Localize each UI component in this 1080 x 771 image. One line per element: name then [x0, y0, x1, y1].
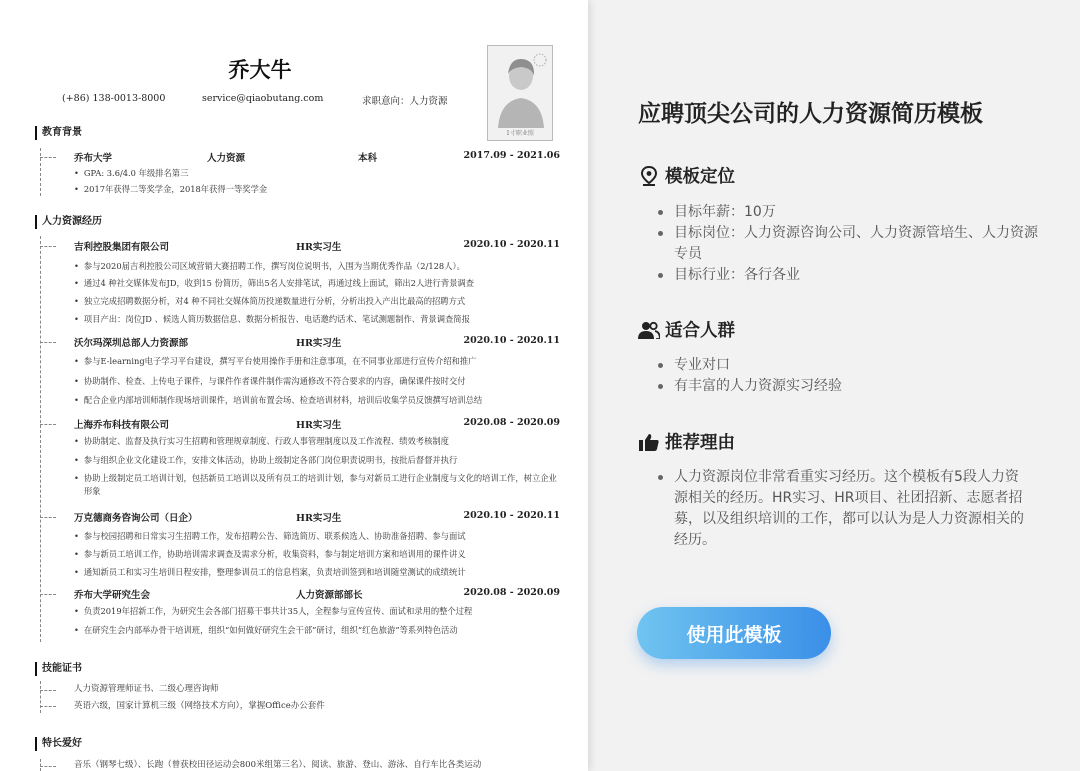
exp-bullet: • 协助制定、监督及执行实习生招聘和管理规章制度、行政人事管理制度以及工作流程、绩效考核制度 — [74, 435, 558, 448]
timeline-line — [40, 148, 41, 196]
exp-bullet: • 参与校园招聘和日常实习生招聘工作，发布招聘公告、筛选简历、联系候选人、协助准备招聘、参与面试 — [74, 530, 558, 543]
skill-line: 人力资源管理师证书、二级心理咨询师 — [74, 684, 219, 694]
person-silhouette-icon — [488, 46, 553, 141]
exp-bullet: • 负责2019年招新工作，为研究生会各部门招募干事共计35人，全程参与宣传宣传、面试和录用的整个过程 — [74, 605, 558, 618]
location-pin-icon — [638, 165, 660, 187]
edu-bullet: • 2017年获得二等奖学金，2018年获得一等奖学金 — [74, 183, 558, 196]
skill-line: 英语六级，国家计算机三级（网络技术方向），掌握Office办公套件 — [74, 701, 325, 711]
exp-entry: 万克德商务咨询公司（日企） HR实习生 2020.10 - 2020.11 — [74, 510, 560, 524]
section-experience: 人力资源经历 — [35, 215, 102, 229]
timeline-tick — [40, 690, 56, 691]
resume-email: service@qiaobutang.com — [202, 93, 324, 104]
exp-bullet: • 通知新员工和实习生培训日程安排，整理参训员工的信息档案，负责培训签到和培训随堂测试的成绩统计 — [74, 566, 558, 579]
template-title: 应聘顶尖公司的人力资源简历模板 — [638, 101, 983, 127]
exp-entry: 上海乔布科技有限公司 HR实习生 2020.08 - 2020.09 — [74, 417, 560, 431]
reason-list — [658, 467, 1030, 551]
timeline-tick — [40, 157, 56, 158]
audience-heading: 适合人群 — [638, 317, 735, 342]
list-item: 人力资源岗位非常看重实习经历。这个模板有5段人力资源相关的经历。HR实习、HR项目、社团招新、志愿者招募，以及组织培训的工作，都可以认为是人力资源相关的经历。 — [658, 467, 1030, 551]
resume-name: 乔大牛 — [228, 57, 292, 82]
exp-bullet: • 通过4 种社交媒体发布JD，收到15 份简历，筛出5名人安排笔试，再通过线上面试，筛出2人进行背景调查 — [74, 277, 558, 290]
exp-bullet: • 项目产出：岗位JD 、候选人简历数据信息、数据分析报告、电话邀约话术、笔试测题制作、背景调查简报 — [74, 313, 558, 326]
positioning-list — [658, 202, 1038, 286]
exp-bullet: • 配合企业内部培训师制作现场培训课件，培训前布置会场、检查培训材料，培训后收集学员反馈撰写培训总结 — [74, 394, 558, 407]
resume-intent: 求职意向：人力资源 — [362, 96, 448, 107]
use-template-button[interactable]: 使用此模板 — [637, 607, 831, 659]
section-hobbies: 特长爱好 — [35, 737, 82, 751]
audience-list — [658, 355, 1038, 397]
edu-bullet: • GPA: 3.6/4.0 年级排名第三 — [74, 167, 558, 180]
profile-photo — [487, 45, 553, 141]
exp-bullet: • 在研究生会内部举办骨干培训班，组织“如何做好研究生会干部”研讨，组织“红色旅游”等系列特色活动 — [74, 624, 558, 637]
timeline-line — [40, 759, 41, 771]
timeline-line — [40, 236, 41, 642]
reason-heading: 推荐理由 — [638, 429, 735, 454]
exp-bullet: • 独立完成招聘数据分析，对4 种不同社交媒体简历投递数量进行分析，分析出投入产出比最高的招聘方式 — [74, 295, 558, 308]
exp-entry: 沃尔玛深圳总部人力资源部 HR实习生 2020.10 - 2020.11 — [74, 335, 560, 349]
thumbs-up-icon — [638, 431, 660, 453]
timeline-tick — [40, 424, 56, 425]
timeline-tick — [40, 342, 56, 343]
edu-entry: 乔布大学 人力资源 本科 2017.09 - 2021.06 — [74, 150, 560, 164]
exp-bullet: • 参与E-learning电子学习平台建设，撰写平台使用操作手册和注意事项，在不同事业部进行宣传介绍和推广 — [74, 355, 558, 368]
list-item: 专业对口 — [658, 355, 1038, 376]
exp-bullet: • 参与新员工培训工作，协助培训需求调查及需求分析，收集资料，参与制定培训方案和培训用的课件讲义 — [74, 548, 558, 561]
positioning-heading: 模板定位 — [638, 163, 735, 188]
timeline-tick — [40, 517, 56, 518]
timeline-tick — [40, 594, 56, 595]
list-item: 目标年薪：10万 — [658, 202, 1038, 223]
list-item: 目标岗位：人力资源咨询公司、人力资源管培生、人力资源专员 — [658, 223, 1038, 265]
hobby-line: 音乐（钢琴七级）、长跑（曾获校田径运动会800米组第三名）、阅读、旅游、登山、游泳、自行车比各类运动 — [74, 760, 482, 770]
exp-bullet: • 协助制作、检查、上传电子课件，与课件作者课件制作需沟通修改不符合要求的内容，确保课件按时交付 — [74, 375, 558, 388]
list-item: 目标行业：各行各业 — [658, 265, 1038, 286]
section-skills: 技能证书 — [35, 662, 82, 676]
exp-bullet: • 参与2020届吉利控股公司区域营销大赛招聘工作，撰写岗位说明书，入围为当期优秀作品（2/128人）。 — [74, 260, 558, 273]
exp-bullet: • 协助上级制定员工培训计划，包括新员工培训以及所有员工的培训计划，参与对新员工进行企业制度与文化的培训工作，树立企业形象 — [74, 472, 558, 498]
timeline-tick — [40, 706, 56, 707]
exp-entry: 吉利控股集团有限公司 HR实习生 2020.10 - 2020.11 — [74, 239, 560, 253]
template-info-panel — [588, 0, 1080, 771]
resume-phone: (+86) 138-0013-8000 — [62, 93, 166, 104]
users-icon — [638, 319, 660, 341]
timeline-tick — [40, 246, 56, 247]
timeline-tick — [40, 766, 56, 767]
photo-caption: 1寸职业照 — [506, 130, 534, 137]
exp-entry: 乔布大学研究生会 人力资源部部长 2020.08 - 2020.09 — [74, 587, 560, 601]
list-item: 有丰富的人力资源实习经验 — [658, 376, 1038, 397]
section-education: 教育背景 — [35, 126, 82, 140]
timeline-line — [40, 681, 41, 713]
exp-bullet: • 参与组织企业文化建设工作，安排文体活动，协助上级制定各部门岗位职责说明书，按批后督督并执行 — [74, 454, 558, 467]
